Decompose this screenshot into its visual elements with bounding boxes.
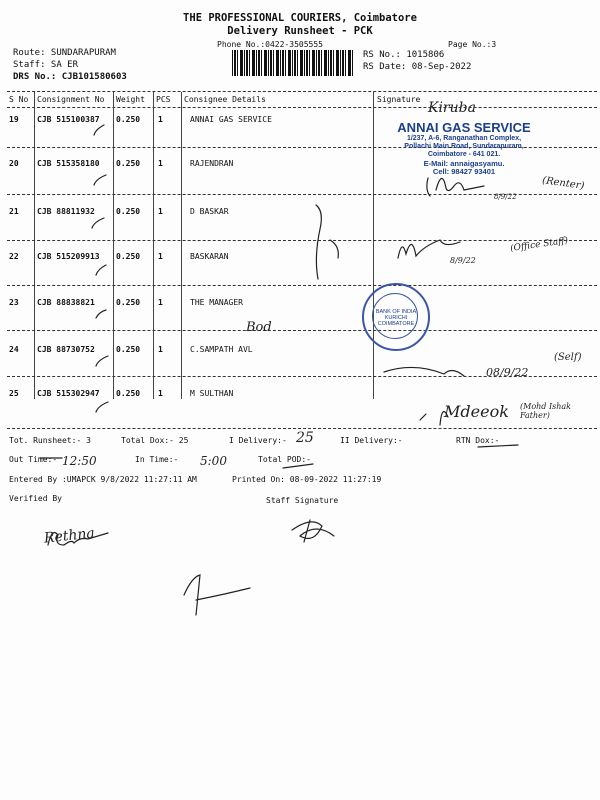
tick-mark <box>94 175 106 185</box>
handwritten-count: 25 <box>296 430 314 446</box>
handwritten-note: Bod <box>246 320 272 335</box>
handwritten-note: (Self) <box>554 352 582 363</box>
row-consignee: M SULTHAN <box>190 389 234 398</box>
col-consignee: Consignee Details <box>184 95 266 104</box>
col-weight: Weight <box>116 95 145 104</box>
signature-row22 <box>330 240 460 258</box>
stamp-line: Pollachi Main Road, Sundarapuram, <box>404 143 524 150</box>
row-weight: 0.250 <box>116 298 141 307</box>
rtn-dox: RTN Dox:- <box>456 436 500 445</box>
row-sno: 24 <box>9 345 19 354</box>
handwritten-date: 8/9/22 <box>494 193 517 201</box>
tick-mark <box>96 310 106 318</box>
row-sno: 23 <box>9 298 19 307</box>
signature-row20 <box>427 178 484 196</box>
row-sno: 25 <box>9 389 19 398</box>
row-weight: 0.250 <box>116 159 141 168</box>
handwritten-note: (Mohd Ishak Father) <box>520 402 571 420</box>
stamp-line: 1/237, A-6, Ranganathan Complex, <box>406 135 522 142</box>
handwritten-date: 08/9/22 <box>486 366 529 379</box>
handwritten-signature: Mdeeok <box>444 402 509 421</box>
row-pcs: 1 <box>158 345 163 354</box>
row-consignment: CJB 88838821 <box>37 298 95 307</box>
row-pcs: 1 <box>158 207 163 216</box>
handwritten-note: (Office Staff) <box>509 235 569 255</box>
row-sno: 20 <box>9 159 19 168</box>
in-time: In Time:- <box>135 455 179 464</box>
handwritten-time: 12:50 <box>62 454 97 468</box>
signature-row24 <box>384 367 464 376</box>
row-weight: 0.250 <box>116 115 141 124</box>
row-consignment: CJB 515358180 <box>37 159 100 168</box>
row-pcs: 1 <box>158 252 163 261</box>
row-sno: 21 <box>9 207 19 216</box>
row-weight: 0.250 <box>116 389 141 398</box>
drs-number: DRS No.: CJB101580603 <box>13 72 127 82</box>
row-pcs: 1 <box>158 298 163 307</box>
row-consignee: ANNAI GAS SERVICE <box>190 115 272 124</box>
out-time: Out Time:- <box>9 455 58 464</box>
row-pcs: 1 <box>158 115 163 124</box>
row-consignee: RAJENDRAN <box>190 159 234 168</box>
row-consignment: CJB 515100387 <box>37 115 100 124</box>
signature-bottom <box>184 575 250 615</box>
row-consignee: BASKARAN <box>190 252 229 261</box>
stamp-line: E-Mail: annaigasyamu. <box>423 159 505 168</box>
handwritten-note: (Renter) <box>541 175 585 192</box>
stamp-line: Coimbatore - 641 021. <box>427 151 501 158</box>
phone-number: Phone No.:0422-3505555 <box>217 40 323 49</box>
row-consignment: CJB 515302947 <box>37 389 100 398</box>
handwritten-signature: Kiruba <box>428 100 476 116</box>
staff-label: Staff: SA ER <box>13 60 79 70</box>
rs-date: RS Date: 08-Sep-2022 <box>363 62 472 72</box>
col-sno: S No <box>9 95 29 104</box>
entered-by: Entered By :UMAPCK 9/8/2022 11:27:11 AM <box>9 475 197 484</box>
tick-mark <box>96 356 108 366</box>
signature-staff <box>292 520 334 542</box>
dash-mark <box>283 464 313 468</box>
row-consignee: C.SAMPATH AVL <box>190 345 253 354</box>
row-pcs: 1 <box>158 389 163 398</box>
stamp-name: ANNAI GAS SERVICE <box>397 120 531 135</box>
tick-mark <box>96 402 108 412</box>
tot-runsheet: Tot. Runsheet:- 3 <box>9 436 91 445</box>
col-signature: Signature <box>377 95 421 104</box>
row-pcs: 1 <box>158 159 163 168</box>
document-title: Delivery Runsheet - PCK <box>227 25 373 37</box>
row-weight: 0.250 <box>116 252 141 261</box>
row-consignment: CJB 515209913 <box>37 252 100 261</box>
bracket-mark <box>316 205 321 279</box>
ii-delivery: II Delivery:- <box>340 436 403 445</box>
handwritten-date: 8/9/22 <box>450 256 476 265</box>
col-consignment: Consignment No <box>37 95 105 104</box>
bank-stamp-text: BANK OF INDIA KURICHI COIMBATORE <box>375 309 417 327</box>
i-delivery: I Delivery:- <box>229 436 287 445</box>
route-label: Route: SUNDARAPURAM <box>13 48 116 58</box>
col-pcs: PCS <box>156 95 171 104</box>
rs-number: RS No.: 1015806 <box>363 50 445 60</box>
handwritten-time: 5:00 <box>200 454 227 468</box>
company-title: THE PROFESSIONAL COURIERS, Coimbatore <box>183 12 417 24</box>
printed-on: Printed On: 08-09-2022 11:27:19 <box>232 475 382 484</box>
row-sno: 19 <box>9 115 19 124</box>
row-weight: 0.250 <box>116 345 141 354</box>
handwritten-signature: Rethna <box>43 525 96 547</box>
total-pod: Total POD:- <box>258 455 311 464</box>
tick-mark <box>94 125 104 135</box>
staff-signature-label: Staff Signature <box>266 496 339 505</box>
page-number: Page No.:3 <box>448 40 497 49</box>
row-consignee: THE MANAGER <box>190 298 243 307</box>
row-consignee: D BASKAR <box>190 207 229 216</box>
stamp-line: Cell: 98427 93401 <box>432 167 496 176</box>
row-consignment: CJB 88811932 <box>37 207 95 216</box>
total-dox: Total Dox:- 25 <box>121 436 189 445</box>
verified-by-label: Verified By <box>9 494 62 503</box>
row-consignment: CJB 88730752 <box>37 345 95 354</box>
tick-mark <box>96 265 106 275</box>
row-sno: 22 <box>9 252 19 261</box>
row-weight: 0.250 <box>116 207 141 216</box>
tick-mark <box>92 218 104 228</box>
